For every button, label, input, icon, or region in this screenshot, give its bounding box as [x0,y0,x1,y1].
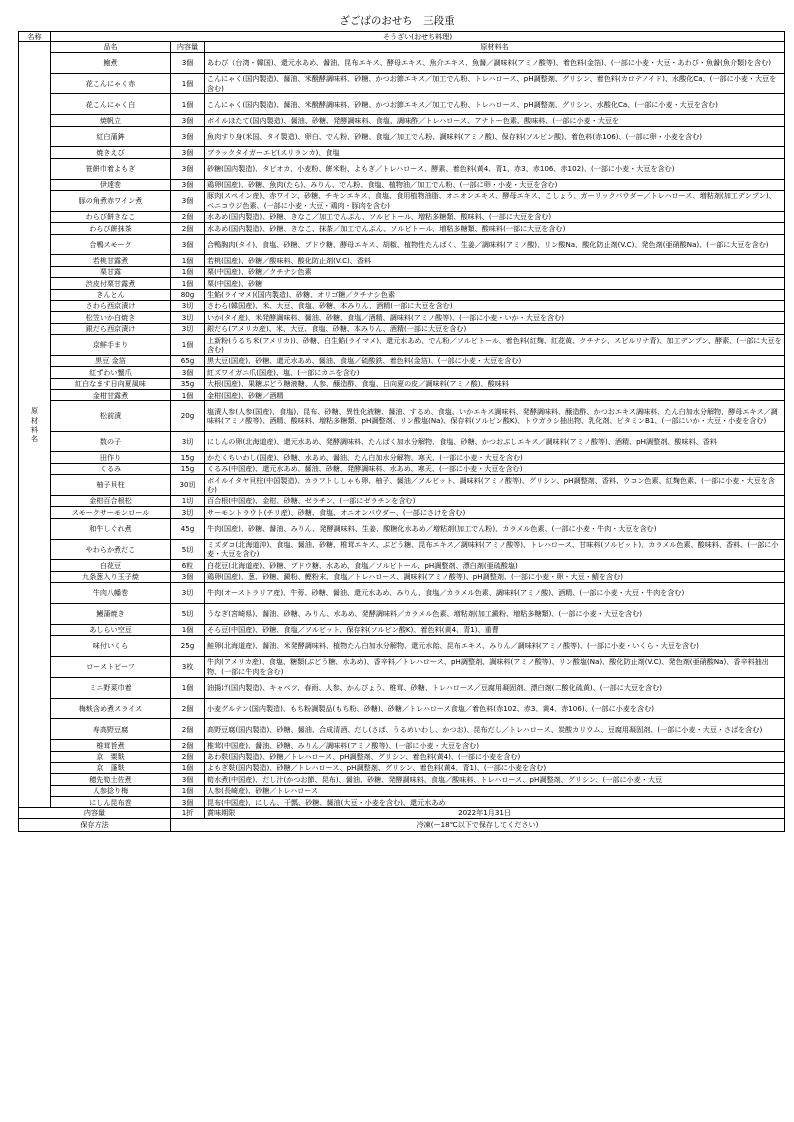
item-quantity: 3切 [171,312,205,323]
ingredient-row [19,677,785,698]
item-materials: 銀だら(アメリカ産)、米、大豆、食塩、砂糖、本みりん、酒精(一部に大豆を含む) [205,323,785,334]
item-quantity: 2個 [171,211,205,222]
item-materials: 黒大豆(国産)、砂糖、還元水あめ、醤油、食塩／硫酸鉄、着色料(金箔)、(一部に小麦・大豆を含む) [205,355,785,366]
item-quantity: 3切 [171,431,205,452]
item-materials: にしんの卵(北海道産)、還元水あめ、発酵調味料、たんぱく加水分解物、食塩、砂糖、かつおぶしエキス／調味料(アミノ酸等)、酒精、pH調整剤、酸味料、香料 [205,431,785,452]
expiry-value: 2022年1月31日 [458,808,511,818]
storage-row [19,818,785,831]
item-name: 栗甘露 [51,266,171,277]
ingredient-row [19,452,785,463]
item-name: ミニ野菜巾着 [51,677,171,698]
item-materials: 牛肉(オーストラリア産)、牛蒡、砂糖、醤油、還元水あめ、みりん、食塩／カラメル色素、調味料(アミノ酸)、酒精、(一部に小麦・大豆・牛肉を含む) [205,583,785,604]
ingredient-row [19,266,785,277]
item-name: 穂先筍土佐煮 [51,774,171,785]
expiry-label: 賞味期限 [207,808,236,818]
column-header-quantity: 内容量 [171,42,205,52]
item-name: 紅ずわい蟹爪 [51,367,171,378]
ingredient-row [19,401,785,431]
item-materials: いか(タイ産)、米発酵調味料、醤油、砂糖、食塩／酒精、調味料(アミノ酸等)、(一部に小麦・いか・大豆を含む) [205,312,785,323]
item-quantity: 35g [171,378,205,389]
ingredient-row [19,147,785,158]
item-materials: 油揚げ(国内製造)、キャベツ、春雨、人参、かんぴょう、椎茸、砂糖、トレハロース／豆腐用凝固剤、漂白剤(二酸化硫黄)、(一部に大豆を含む) [205,677,785,698]
item-name: 椎茸旨煮 [51,740,171,751]
item-materials: 筍水煮(中国産)、だし汁(かつお節、昆布)、醤油、砂糖、発酵調味料、食塩／酸味料、トレハロース、pH調整剤、グリシン、(一部に小麦・大豆 [205,774,785,785]
ingredient-row [19,785,785,796]
ingredient-row [19,115,785,126]
ingredient-row [19,223,785,234]
ingredient-row [19,560,785,571]
item-name: 牛肉八幡巻 [51,583,171,604]
item-quantity: 2個 [171,751,205,762]
item-materials: 鶏卵(国産)、砂糖、魚肉(たら)、みりん、でん粉、食塩、植物油／加工でん粉、(一部に卵・小麦・大豆を含む) [205,179,785,190]
ingredient-row [19,335,785,356]
ingredient-row [19,636,785,657]
item-quantity: 3個 [171,234,205,255]
item-name: 梅麸含め煮スライス [51,698,171,719]
item-quantity: 30切 [171,475,205,496]
ingredient-row [19,603,785,624]
ingredient-row [19,539,785,560]
volume-label: 内容量 [19,808,171,818]
item-quantity: 3個 [171,115,205,126]
item-quantity: 45g [171,518,205,539]
item-name: 京鮮手まり [51,335,171,356]
storage-label: 保存方法 [19,818,171,831]
name-label: 名称 [19,32,51,42]
item-quantity: 1個 [171,762,205,773]
ingredient-row [19,94,785,115]
column-header-row [19,42,785,52]
raw-materials-side-label: 原 材 料 名 [19,42,51,808]
item-quantity: 25g [171,636,205,657]
item-name: 焼きえび [51,147,171,158]
column-header-materials: 原材料名 [205,42,785,52]
item-quantity: 3個 [171,158,205,179]
item-materials: 豚肉(スペイン産)、赤ワイン、砂糖、チキンエキス、食塩、食用植物油脂、オニオンエキス、酵母エキス、こしょう、ガーリックパウダー／トレハロース、増粘剤(加工デンプン)、ベニコウジ色素、(一部に小麦・大豆・鶏肉・豚肉を含む) [205,190,785,211]
item-materials: 小麦グルテン(国内製造)、もち粉調製品(もち粉、砂糖)、砂糖／トレハロース食塩／着色料(赤102、赤3、黄4、赤106)、(一部に小麦を含む) [205,698,785,719]
item-name: 銀だら西京漬け [51,323,171,334]
item-name: 笹餅巾着よもぎ [51,158,171,179]
item-quantity: 3切 [171,583,205,604]
item-quantity: 1個 [171,624,205,635]
ingredient-row [19,158,785,179]
item-quantity: 5切 [171,603,205,624]
item-materials: 上新粉(うるち米(アメリカ))、砂糖、白生餡(ライマメ)、還元水あめ、でん粉／ソルビトール、着色料(紅麹、紅花黄、クチナシ、スピルリナ青)、加工デンプン、酵素、(一部に大豆を含む) [205,335,785,356]
item-name: 数の子 [51,431,171,452]
item-materials: 合鴨胸肉(タイ)、食塩、砂糖、ブドウ糖、酵母エキス、胡椒、植物性たんぱく、生姜／調味料(アミノ酸)、リン酸Na、酸化防止剤(V.C)、発色剤(亜硝酸Na)、(一部に大豆を含む) [205,234,785,255]
item-name: ローストビーフ [51,656,171,677]
item-quantity: 1個 [171,266,205,277]
item-materials: 紅ズワイガニ爪(国産)、塩、(一部にカニを含む) [205,367,785,378]
item-quantity: 3個 [171,797,205,808]
ingredient-row [19,179,785,190]
item-quantity: 3個 [171,571,205,582]
item-name: 紅白蒲鉾 [51,126,171,147]
ingredient-row [19,751,785,762]
ingredient-row [19,431,785,452]
item-materials: よもぎ麩(国内製造)、砂糖／トレハロース、pH調整剤、グリシン、着色料(黄4、青1)、(一部に小麦を含む) [205,762,785,773]
item-quantity: 15g [171,463,205,474]
item-quantity: 2個 [171,740,205,751]
item-quantity: 1個 [171,278,205,289]
item-quantity: 3個 [171,126,205,147]
item-materials: 人参(長崎産)、砂糖／トレハロース [205,785,785,796]
ingredient-row [19,475,785,496]
item-materials: 生餡(ライマメ)(国内製造)、砂糖、オリゴ糖／クチナシ色素 [205,289,785,300]
ingredient-row [19,774,785,785]
item-name: 渋皮付栗甘露煮 [51,278,171,289]
item-quantity: 1個 [171,94,205,115]
ingredient-row [19,234,785,255]
item-name: 九条葱入り玉子焼 [51,571,171,582]
ingredient-row [19,355,785,366]
item-materials: 鶏卵(国産)、葱、砂糖、澱粉、鰹粉末、食塩／トレハロース、調味料(アミノ酸等)、pH調整剤、(一部に小麦・卵・大豆・鯖を含む) [205,571,785,582]
item-materials: そら豆(中国産)、砂糖、食塩／ソルビット、保存料(ソルビン酸K)、着色料(黄4、青1)、重曹 [205,624,785,635]
label-table [18,31,785,832]
storage-value: 冷凍(ー18℃以下で保存してください) [171,818,785,831]
item-name: 豚の角煮赤ワイン煮 [51,190,171,211]
ingredient-row [19,367,785,378]
ingredient-row [19,52,785,73]
item-materials: 牛肉(国産)、砂糖、醤油、みりん、発酵調味料、生姜、酸糖化水あめ／増粘剤(加工でん粉)、カラメル色素、(一部に小麦・牛肉・大豆を含む) [205,518,785,539]
item-name: スモークサーモンロール [51,507,171,518]
ingredient-row [19,656,785,677]
item-name: 若桃甘露煮 [51,255,171,266]
item-name: 田作り [51,452,171,463]
item-materials: ミズダコ(北海道沖)、食塩、醤油、砂糖、椎茸エキス、ぶどう糖、昆布エキス／調味料(アミノ酸等)、トレハロース、甘味料(ソルビット)、カラメル色素、酸味料、香料、(一部に小麦・大豆を含む) [205,539,785,560]
ingredient-row [19,190,785,211]
item-quantity: 3個 [171,147,205,158]
item-quantity: 2個 [171,698,205,719]
item-name: 松前漬 [51,401,171,431]
item-materials: こんにゃく(国内製造)、醤油、米醗酵調味料、砂糖、かつお節エキス／加工でん粉、トレハロース、pH調整剤、グリシン、着色料(カロテノイド)、水酸化Ca、(一部に小麦・大豆を含む) [205,73,785,94]
item-quantity: 80g [171,289,205,300]
item-materials: かたくちいわし(国産)、砂糖、水あめ、醤油、たん白加水分解物、寒天、(一部に小麦・大豆を含む) [205,452,785,463]
item-quantity: 1個 [171,677,205,698]
item-materials: 砂糖(国内製造)、タピオカ、小麦粉、餅米粉、よもぎ／トレハロース、酵素、着色料(黄4、青1、赤3、赤106、赤102)、(一部に小麦・大豆を含む) [205,158,785,179]
item-quantity: 3切 [171,300,205,311]
item-materials: うなぎ(宮崎県)、醤油、砂糖、みりん、水あめ、発酵調味料／カラメル色素、増粘剤(加工澱粉、増粘多糖類)、(一部に小麦・大豆を含む) [205,603,785,624]
item-name: 焼帆立 [51,115,171,126]
item-quantity: 3個 [171,52,205,73]
item-quantity: 2個 [171,223,205,234]
item-materials: こんにゃく(国内製造)、醤油、米醗酵調味料、砂糖、かつお節エキス／加工でん粉、トレハロース、pH調整剤、グリシン、水酸化Ca、(一部に小麦・大豆を含む) [205,94,785,115]
item-quantity: 3個 [171,774,205,785]
item-materials: あわ麩(国内製造)、砂糖／トレハロース、pH調整剤、グリシン、着色料(黄4)、(一部に小麦を含む) [205,751,785,762]
item-materials: 栗(中国産)、砂糖 [205,278,785,289]
ingredient-row [19,583,785,604]
item-quantity: 3個 [171,367,205,378]
ingredient-row [19,507,785,518]
ingredient-row [19,797,785,808]
item-quantity: 1切 [171,496,205,507]
volume-value: 1折 [171,808,205,818]
ingredient-row [19,571,785,582]
item-materials: 鮭卵(北海道産)、醤油、米発酵調味料、植物たん白加水分解物、還元水飴、昆布エキス、みりん／調味料(アミノ酸等)、(一部に小麦・いくら・大豆を含む) [205,636,785,657]
item-name: 伊達巻 [51,179,171,190]
item-materials: 椎茸(中国産)、醤油、砂糖、みりん／調味料(アミノ酸等)、(一部に小麦・大豆を含む) [205,740,785,751]
item-quantity: 20g [171,401,205,431]
expiry-cell [205,808,785,818]
name-value: そうざい(おせち料理) [51,32,785,42]
document-title: ざごばのおせち 三段重 [339,15,455,27]
item-name: 京 蓬麩 [51,762,171,773]
item-quantity: 5切 [171,539,205,560]
item-materials: 牛肉(アメリカ産)、食塩、糖類(ぶどう糖、水あめ)、香辛料／トレハロース、pH調整剤、調味料(アミノ酸等)、リン酸塩(Na)、酸化防止剤(V.C)、発色剤(亜硝酸Na)、香辛料抽出物、(一部に牛肉を含む) [205,656,785,677]
item-quantity: 3切 [171,323,205,334]
item-materials: 高野豆腐(国内製造)、砂糖、醤油、合成清酒、だし(さば、うるめいわし、かつお)、昆布だし／トレハロース、炭酸カリウム、豆腐用凝固剤、(一部に小麦・大豆・さばを含む) [205,719,785,740]
item-quantity: 1個 [171,390,205,401]
item-materials: 水あめ(国内製造)、砂糖、きなこ、抹茶／加工でんぷん、ソルビトール、増粘多糖類、酸味料(一部に大豆を含む) [205,223,785,234]
item-materials: 魚肉すり身(米国、タイ製造)、卵白、でん粉、砂糖、食塩／加工でん粉、調味料(アミノ酸)、保存料(ソルビン酸)、着色料(赤106)、(一部に卵・小麦を含む) [205,126,785,147]
item-materials: ブラックタイガーエビ(スリランカ)、食塩 [205,147,785,158]
item-quantity: 2個 [171,719,205,740]
item-materials: ボイルほたて(国内製造)、醤油、砂糖、発酵調味料、食塩、調味酢／トレハロース、アナトー色素、酸味料、(一部に小麦・大豆を [205,115,785,126]
item-name: 京 粟麩 [51,751,171,762]
item-materials: ボイルイタヤ貝柱(中国製造)、カラフトししゃも卵、柚子、醤油／ソルビット、調味料(アミノ酸等)、グリシン、pH調整剤、香料、ウコン色素、紅麹色素、(一部に小麦・大豆を含む) [205,475,785,496]
item-quantity: 3切 [171,507,205,518]
item-materials: あわび（台湾・韓国)、還元水あめ、醤油、昆布エキス、酵母エキス、魚介エキス、魚醤／調味料(アミノ酸等)、着色料(金箔)、(一部に小麦・大豆・あわび・魚醤(魚介類)を含む) [205,52,785,73]
item-name: 金柑甘露煮 [51,390,171,401]
ingredient-row [19,300,785,311]
item-name: わらび餅きなこ [51,211,171,222]
ingredient-row [19,719,785,740]
ingredient-row [19,762,785,773]
item-materials: さわら(韓国産)、米、大豆、食塩、砂糖、本みりん、酒精(一部に大豆を含む) [205,300,785,311]
item-name: 寿高野豆腐 [51,719,171,740]
item-name: 白花豆 [51,560,171,571]
item-quantity: 15g [171,452,205,463]
item-name: 合鴨スモーク [51,234,171,255]
name-row [19,32,785,42]
item-quantity: 3個 [171,179,205,190]
ingredient-row [19,278,785,289]
ingredient-row [19,518,785,539]
item-materials: 昆布(中国産)、にしん、干瓢、砂糖、醤油(大豆・小麦を含む)、還元水あめ [205,797,785,808]
item-name: 和牛しぐれ煮 [51,518,171,539]
item-materials: 金柑(国産)、砂糖／酒精 [205,390,785,401]
ingredient-row [19,390,785,401]
item-quantity: 1個 [171,785,205,796]
item-name: 人参捻り梅 [51,785,171,796]
item-quantity: 6粒 [171,560,205,571]
item-materials: くるみ(中国産)、還元水あめ、醤油、砂糖、発酵調味料、水あめ、寒天、(一部に小麦・大豆を含む) [205,463,785,474]
item-name: 柚子貝柱 [51,475,171,496]
ingredient-row [19,255,785,266]
item-materials: 塩漬人参(人参(国産)、食塩)、昆布、砂糖、異性化液糖、醤油、するめ、食塩、いかエキス調味料、発酵調味料、醸造酢、かつおエキス調味料、たん白加水分解物、酵母エキス／調味料(アミノ酸等)、酒精、酸味料、増粘多糖類、pH調整剤、リン酸塩(Na)、保存料(ソルビン酸K)、トウガラシ抽出物、乳化剤、ビタミンB1、(一部にいか・大豆・小麦を含む) [205,401,785,431]
ingredient-row [19,126,785,147]
item-materials: 百合根(中国産)、金柑、砂糖、ゼラチン、(一部にゼラチンを含む) [205,496,785,507]
item-materials: サーモントラウト(チリ産)、砂糖、食塩、オニオンパウダー、(一部にさけを含む) [205,507,785,518]
item-name: 金柑百合根松 [51,496,171,507]
ingredient-row [19,698,785,719]
item-name: あしらい空豆 [51,624,171,635]
ingredient-row [19,624,785,635]
item-name: にしん昆布巻 [51,797,171,808]
item-name: 鮑煮 [51,52,171,73]
volume-row [19,808,785,818]
item-name: やわらか煮だこ [51,539,171,560]
item-name: さわら西京漬け [51,300,171,311]
item-name: 松笠いか白焼き [51,312,171,323]
ingredient-row [19,496,785,507]
item-name: 花こんにゃく白 [51,94,171,115]
item-materials: 白花豆(北海道産)、砂糖、ブドウ糖、水あめ、食塩／ソルビトール、pH調整剤、漂白剤(亜硫酸塩) [205,560,785,571]
ingredient-row [19,740,785,751]
item-quantity: 1個 [171,73,205,94]
item-quantity: 65g [171,355,205,366]
item-quantity: 1個 [171,335,205,356]
ingredient-row [19,378,785,389]
item-materials: 水あめ(国内製造)、砂糖、きなこ／加工でんぷん、ソルビトール、増粘多糖類、酸味料、(一部に大豆を含む) [205,211,785,222]
item-quantity: 1個 [171,255,205,266]
column-header-item: 品名 [51,42,171,52]
ingredient-row [19,312,785,323]
ingredient-row [19,289,785,300]
item-name: 鰻蒲焼き [51,603,171,624]
item-name: わらび餅抹茶 [51,223,171,234]
item-materials: 栗(中国産)、砂糖／クチナシ色素 [205,266,785,277]
ingredient-row [19,73,785,94]
item-quantity: 3枚 [171,656,205,677]
item-materials: 大根(国産)、果糖ぶどう糖液糖、人参、醸造酢、食塩、日向夏の皮／調味料(アミノ酸)、酸味料 [205,378,785,389]
ingredient-row [19,211,785,222]
ingredient-row [19,463,785,474]
item-name: 花こんにゃく赤 [51,73,171,94]
item-name: 黒豆 金箔 [51,355,171,366]
item-name: 紅白なます日向夏風味 [51,378,171,389]
item-name: くるみ [51,463,171,474]
item-name: きんとん [51,289,171,300]
item-quantity: 3個 [171,190,205,211]
item-materials: 若桃(国産)、砂糖／酸味料、酸化防止剤(V.C)、香料 [205,255,785,266]
item-name: 味付いくら [51,636,171,657]
ingredient-row [19,323,785,334]
